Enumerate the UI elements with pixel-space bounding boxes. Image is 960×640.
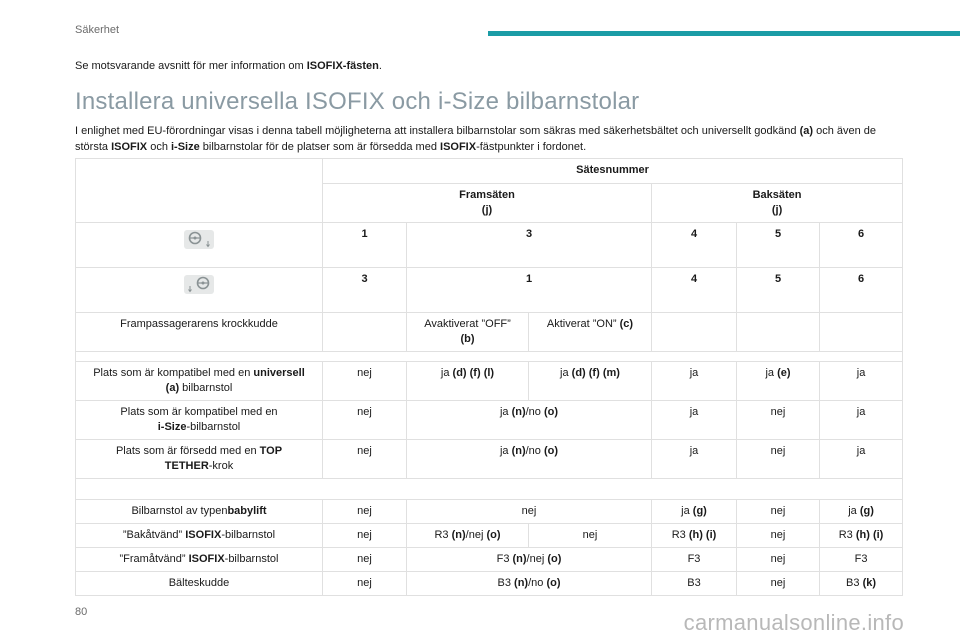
top-tether-label: Plats som är försedd med en TOP TETHER-krok <box>76 440 323 479</box>
table-cell: ja (e) <box>737 362 820 401</box>
table-cell: ja (n)/no (o) <box>407 440 652 479</box>
table-cell: F3 <box>820 548 903 572</box>
table-row <box>76 223 903 268</box>
para-text: och även de största <box>75 125 877 153</box>
page-title: Installera universella ISOFIX och i-Size bilbarnstolar <box>75 88 640 115</box>
table-cell: nej <box>737 524 820 548</box>
table-cell: ja (d) (f) (l) <box>407 362 529 401</box>
lhd-seat-number: 1 <box>323 223 407 268</box>
babylift-label: Bilbarnstol av typenbabylift <box>76 500 323 524</box>
table-row <box>76 313 903 352</box>
para-bold: (a) <box>799 125 814 137</box>
rhd-seat-number: 6 <box>820 268 903 313</box>
table-cell: ja <box>652 362 737 401</box>
spacer-row <box>76 479 903 500</box>
table-cell: F3 <box>652 548 737 572</box>
table-cell: nej <box>407 500 652 524</box>
table-cell: ja <box>820 440 903 479</box>
table-row <box>76 500 903 524</box>
table-cell: ja (g) <box>820 500 903 524</box>
para-text: och <box>147 141 171 153</box>
para-bold: i-Size <box>171 141 200 153</box>
booster-label: Bälteskudde <box>76 572 323 596</box>
empty-cell <box>76 159 323 223</box>
universal-label: Plats som är kompatibel med en universell (a) bilbarnstol <box>76 362 323 401</box>
table-cell: nej <box>323 572 407 596</box>
intro-text <box>75 60 382 72</box>
empty-cell <box>820 313 903 352</box>
para-text: -fästpunkter i fordonet. <box>476 141 587 153</box>
para-text: bilbarnstolar för de platser som är försedda med <box>199 141 441 153</box>
table-row <box>76 401 903 440</box>
para-bold: ISOFIX <box>111 141 148 153</box>
table-cell: ja <box>820 362 903 401</box>
rhd-seat-number: 3 <box>323 268 407 313</box>
airbag-off-cell: Avaktiverat ”OFF” (b) <box>407 313 529 352</box>
table-cell: nej <box>323 500 407 524</box>
table-cell: B3 <box>652 572 737 596</box>
table-row <box>76 268 903 313</box>
rhd-seat-number: 4 <box>652 268 737 313</box>
table-cell: nej <box>323 524 407 548</box>
table-cell: ja <box>652 401 737 440</box>
airbag-label: Frampassagerarens krockkudde <box>76 313 323 352</box>
table-cell: B3 (n)/no (o) <box>407 572 652 596</box>
table-cell: R3 (n)/nej (o) <box>407 524 529 548</box>
table-cell: R3 (h) (i) <box>820 524 903 548</box>
lhd-seat-number: 6 <box>820 223 903 268</box>
table-cell: ja <box>820 401 903 440</box>
front-seats-header: Framsäten (j) <box>323 184 652 223</box>
isize-label: Plats som är kompatibel med en i-Size-bilbarnstol <box>76 401 323 440</box>
table-cell: nej <box>323 548 407 572</box>
seat-number-header: Sätesnummer <box>323 159 903 184</box>
para-text: I enlighet med EU-förordningar visas i denna tabell möjligheterna att installera bilbarnstolar som säkras med säkerhetsbältet och universellt godkänd <box>75 125 800 137</box>
description-paragraph <box>75 123 895 155</box>
table-cell: R3 (h) (i) <box>652 524 737 548</box>
lhd-icon-cell <box>76 223 323 268</box>
page-number: 80 <box>75 606 88 618</box>
table-cell: B3 (k) <box>820 572 903 596</box>
spacer-row <box>76 352 903 362</box>
table-cell: nej <box>323 440 407 479</box>
intro-post: . <box>378 60 382 72</box>
table-cell: nej <box>323 401 407 440</box>
rhd-seat-number: 1 <box>407 268 652 313</box>
lhd-seat-number: 5 <box>737 223 820 268</box>
table-cell: nej <box>737 572 820 596</box>
table-row <box>76 572 903 596</box>
forward-isofix-label: ”Framåtvänd” ISOFIX-bilbarnstol <box>76 548 323 572</box>
table-row <box>76 362 903 401</box>
rearward-isofix-label: ”Bakåtvänd” ISOFIX-bilbarnstol <box>76 524 323 548</box>
intro-pre: Se motsvarande avsnitt för mer information om <box>75 60 307 72</box>
header-accent-bar <box>488 31 960 36</box>
table-row <box>76 548 903 572</box>
table-row <box>76 440 903 479</box>
watermark: carmanualsonline.info <box>683 610 904 635</box>
table-cell: F3 (n)/nej (o) <box>407 548 652 572</box>
table-cell: nej <box>323 362 407 401</box>
table-cell: nej <box>737 440 820 479</box>
rear-seats-header: Baksäten (j) <box>652 184 903 223</box>
lhd-steering-icon <box>183 227 215 251</box>
table-cell: nej <box>737 500 820 524</box>
table-row <box>76 159 903 184</box>
empty-cell <box>652 313 737 352</box>
lhd-seat-number: 4 <box>652 223 737 268</box>
table-cell: ja <box>652 440 737 479</box>
child-seat-table <box>75 158 903 596</box>
table-row <box>76 524 903 548</box>
rhd-seat-number: 5 <box>737 268 820 313</box>
table-cell: nej <box>529 524 652 548</box>
section-label: Säkerhet <box>75 24 120 36</box>
lhd-seat-number: 3 <box>407 223 652 268</box>
table-cell: nej <box>737 401 820 440</box>
table-cell: ja (g) <box>652 500 737 524</box>
para-bold: ISOFIX <box>440 141 477 153</box>
airbag-on-cell: Aktiverat ”ON” (c) <box>529 313 652 352</box>
empty-cell <box>737 313 820 352</box>
rhd-steering-icon <box>183 272 215 296</box>
table-cell: ja (d) (f) (m) <box>529 362 652 401</box>
empty-cell <box>323 313 407 352</box>
intro-link-term: ISOFIX-fästen <box>306 60 379 72</box>
table-cell: ja (n)/no (o) <box>407 401 652 440</box>
table-cell: nej <box>737 548 820 572</box>
rhd-icon-cell <box>76 268 323 313</box>
